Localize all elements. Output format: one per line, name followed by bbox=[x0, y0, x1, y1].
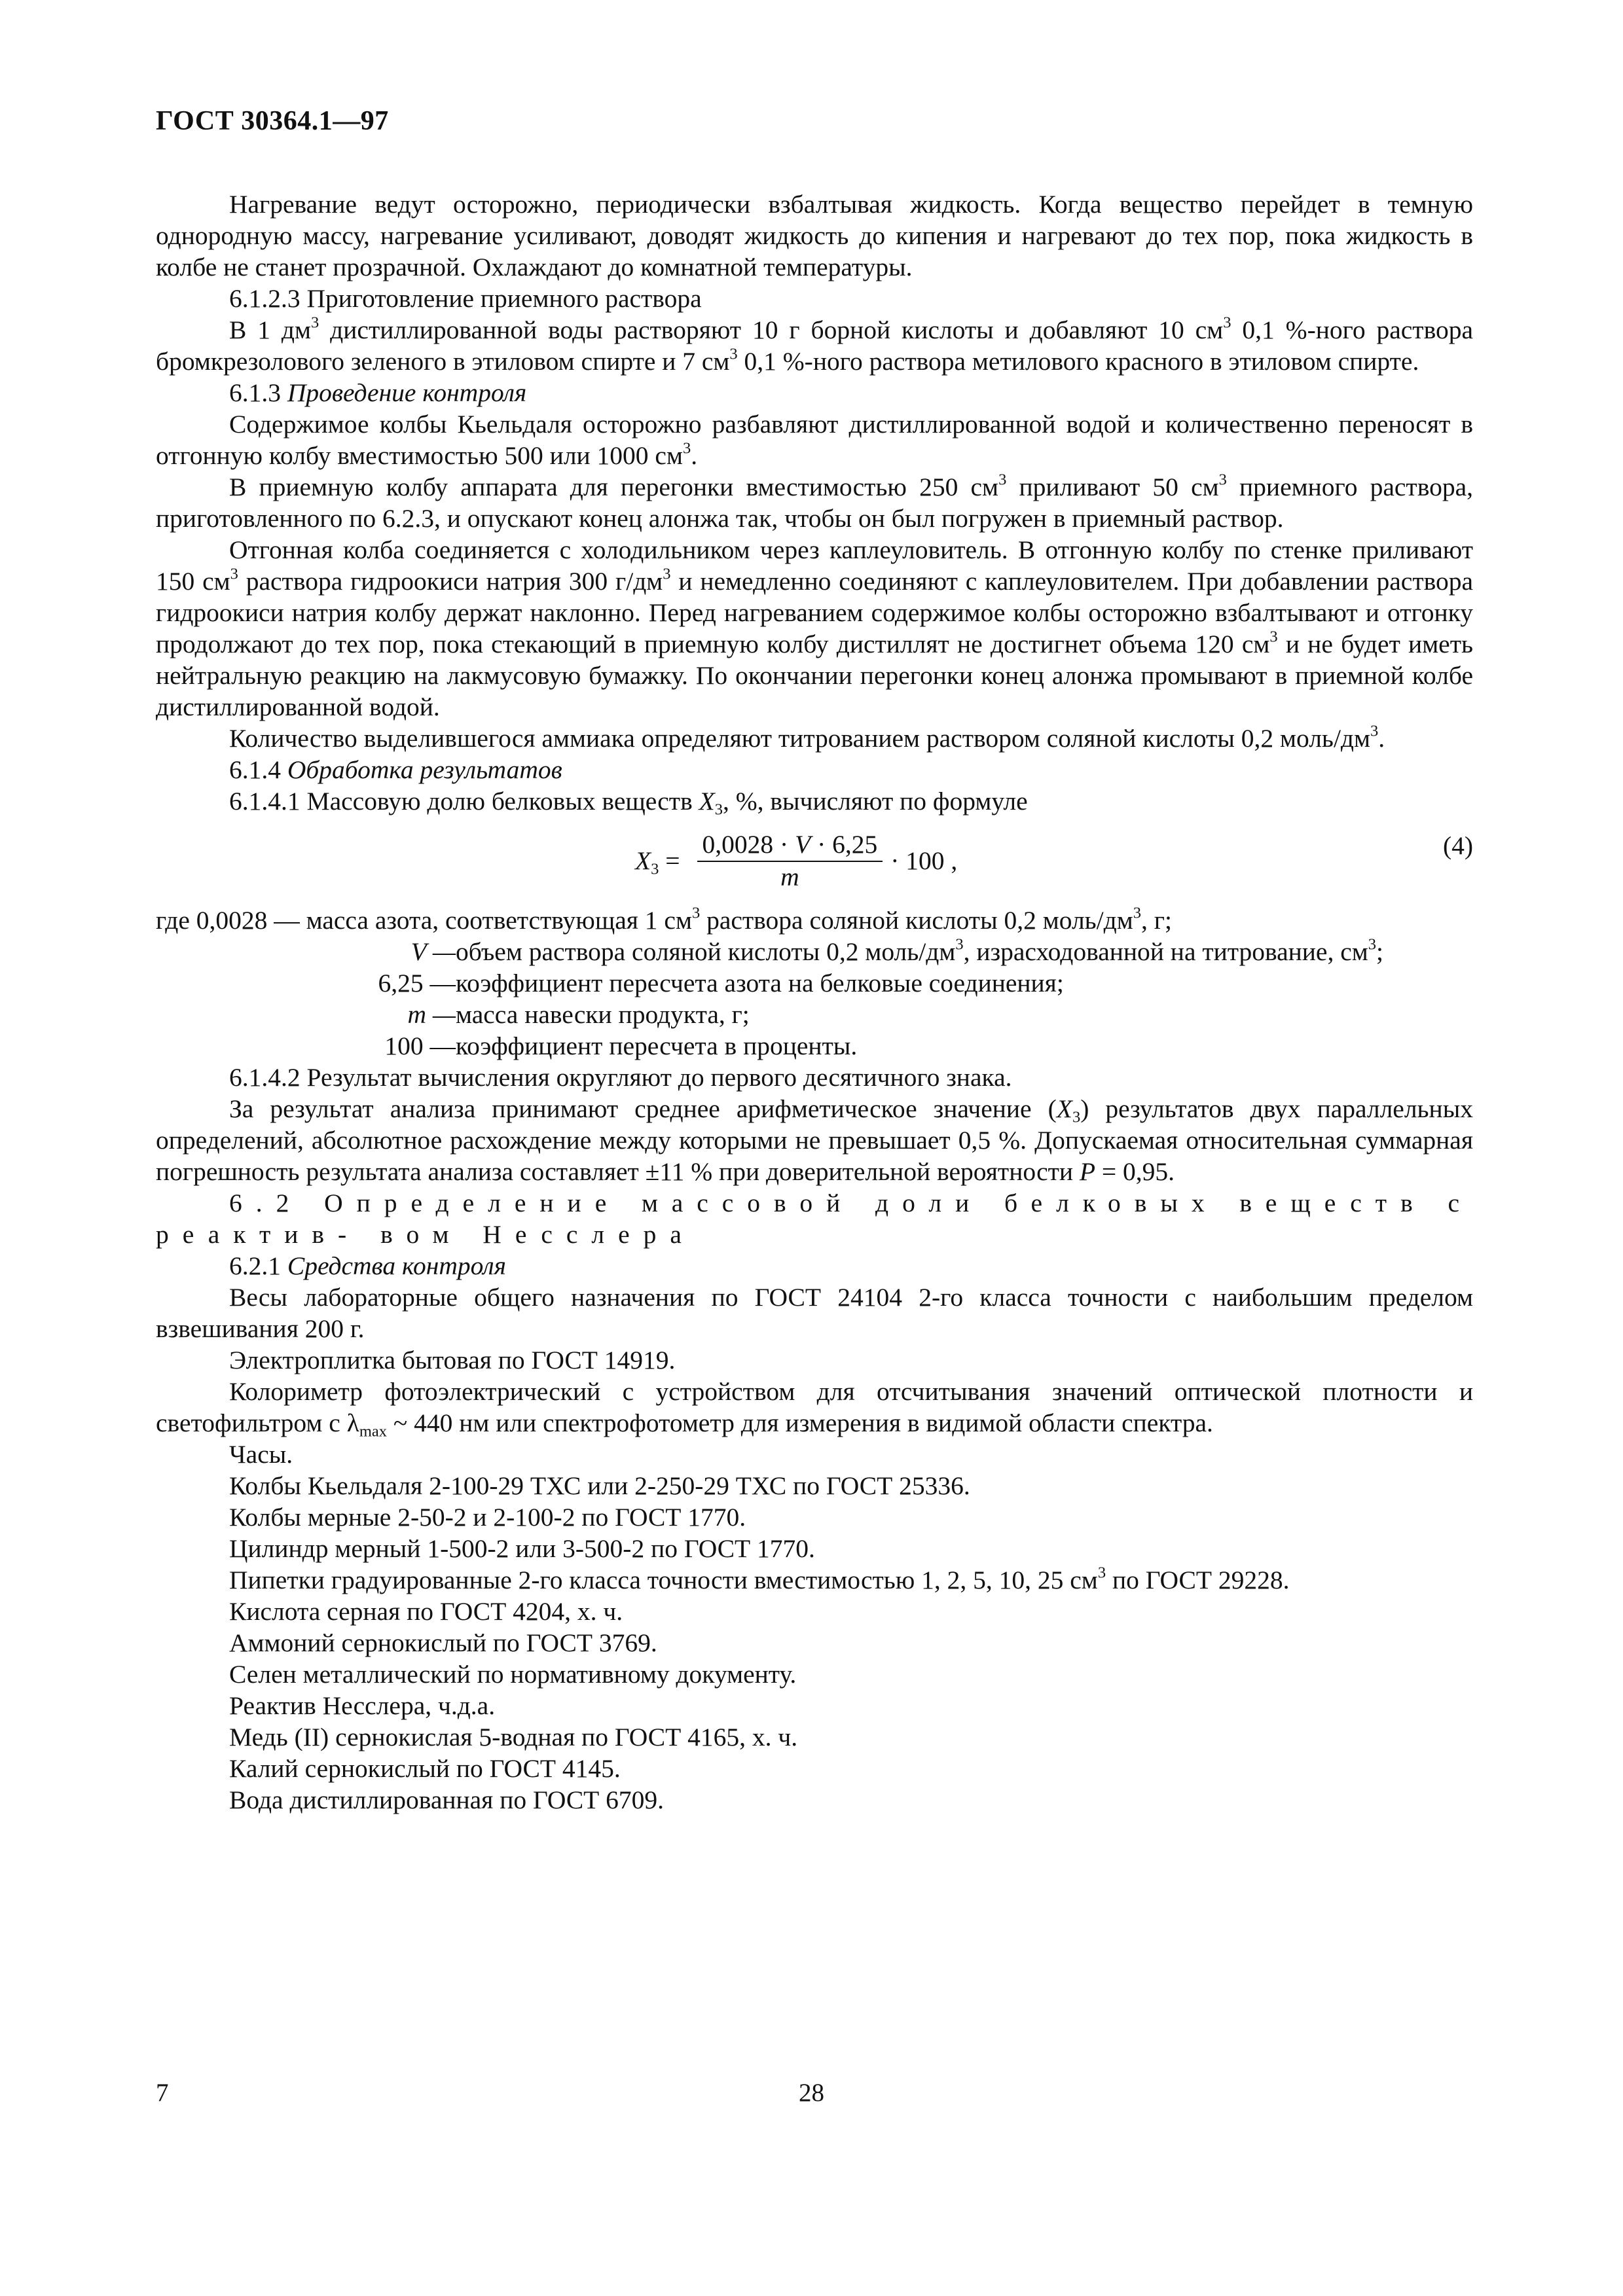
section-heading: 6.2.1 Средства контроля bbox=[229, 1251, 507, 1280]
legend-line: V — объем раствора соляной кислоты 0,2 моль/$дм^3$, израсходованной на титрование, $см^3$; bbox=[410, 935, 1383, 966]
list-item: Колбы Кьельдаля 2-100-29 ТХС или 2-250-29 ТХС по ГОСТ 25336. bbox=[229, 1471, 970, 1500]
section-heading: 6.1.4.2 Результат вычисления округляют до первого десятичного знака. bbox=[229, 1063, 1012, 1092]
list-item: Реактив Несслера, ч.д.а. bbox=[229, 1691, 496, 1720]
list-item: Медь (II) сернокислая 5-водная по ГОСТ 4165, х. ч. bbox=[229, 1723, 798, 1751]
section-heading: 6.1.4 Обработка результатов bbox=[229, 755, 562, 784]
list-item: Аммоний сернокислый по ГОСТ 3769. bbox=[229, 1628, 657, 1657]
section-heading: 6.1.2.3 Приготовление приемного раствора bbox=[229, 284, 702, 313]
paragraph: Колориметр фотоэлектрический с устройством для отсчитывания значений оптической плотности и светофильтром с $\lambda_{max}$ ~ 440 нм или спектрофотометр для измерения в видимой области спектра. bbox=[156, 1377, 1473, 1441]
equation-number: (4) bbox=[1442, 831, 1473, 860]
paragraph: Содержимое колбы Кьельдаля осторожно разбавляют дистиллированной водой и количественно переносят в отгонную колбу вместимостью 500 или 1000 $см^3$. bbox=[156, 410, 1473, 470]
paragraph: В 1 $дм^3$ дистиллированной воды растворяют 10 г борной кислоты и добавляют 10 $см^3$ 0,1 %-ного раствора бромкрезолового зеленого в этиловом спирте и 7 $см^3$ 0,1 %-ного раствора метилового красного в этиловом спирте. bbox=[156, 314, 1473, 376]
paragraph: Электроплитка бытовая по ГОСТ 14919. bbox=[229, 1346, 676, 1374]
document-body bbox=[156, 188, 1473, 1816]
paragraph: Отгонная колба соединяется с холодильником через каплеуловитель. В отгонную колбу по стенке приливают 150 $см^3$ раствора гидроокиси натрия 300 $г/дм^3$ и немедленно соединяют с каплеуловителем. При добавлении раствора гидроокиси натрия колбу держат наклонно. Перед нагреванием содержимое колбы осторожно взбалтывают и отгонку продолжают до тех пор, пока стекающий в приемную колбу дистиллят не достигнет объема 120 $см^3$ и не будет иметь нейтральную реакцию на лакмусовую бумажку. По окончании перегонки конец алонжа промывают в приемной колбе дистиллированной водой. bbox=[156, 535, 1473, 721]
paragraph: Количество выделившегося аммиака определяют титрованием раствором соляной кислоты 0,2 моль/$дм^3$. bbox=[229, 722, 1385, 753]
formula-tail: · 100 , bbox=[890, 846, 958, 875]
section-heading: 6.2 Определение массовой доли белковых веществ с реактив- вом Несслера bbox=[156, 1189, 1473, 1249]
list-item: Селен металлический по нормативному документу. bbox=[229, 1660, 797, 1689]
section-heading: 6.1.3 Проведение контроля bbox=[229, 378, 527, 407]
formula-legend bbox=[156, 905, 1473, 1062]
footer-mark: 7 bbox=[156, 2079, 169, 2107]
legend-line: m — масса навески продукта, г; bbox=[407, 1000, 750, 1029]
list-item: Калий сернокислый по ГОСТ 4145. bbox=[229, 1754, 621, 1783]
formula-numerator: 0,0028 · V · 6,25 bbox=[697, 829, 883, 862]
list-item: Пипетки градуированные 2-го класса точности вместимостью 1, 2, 5, 10, 25 $см^3$ по ГОСТ 29228. bbox=[229, 1564, 1290, 1594]
paragraph: Весы лабораторные общего назначения по ГОСТ 24104 2-го класса точности с наибольшим пределом взвешивания 200 г. bbox=[156, 1283, 1473, 1343]
paragraph: За результат анализа принимают среднее арифметическое значение $(X_3)$ результатов двух параллельных определений, абсолютное расхождение между которыми не превышает 0,5 %. Допускаемая относительная суммарная погрешность результата анализа составляет ±11 % при доверительной вероятности P = 0,95. bbox=[156, 1094, 1473, 1186]
list-item: Вода дистиллированная по ГОСТ 6709. bbox=[229, 1785, 665, 1814]
legend-line: 6,25 — коэффициент пересчета азота на белковые соединения; bbox=[378, 969, 1064, 997]
section-heading: 6.1.4.1 Массовую долю белковых веществ $X_3$, %, вычисляют по формуле bbox=[229, 787, 1028, 819]
legend-line: где 0,0028 — масса азота, соответствующая 1 $см^3$ раствора соляной кислоты 0,2 моль/$дм^3$, г; bbox=[156, 904, 1172, 935]
list-item: Цилиндр мерный 1-500-2 или 3-500-2 по ГОСТ 1770. bbox=[229, 1534, 815, 1563]
document-header: ГОСТ 30364.1—97 bbox=[156, 106, 389, 136]
paragraph: В приемную колбу аппарата для перегонки вместимостью 250 $см^3$ приливают 50 $см^3$ приемного раствора, приготовленного по 6.2.3, и опускают конец алонжа так, чтобы он был погружен в приемный раствор. bbox=[156, 471, 1473, 533]
page-number: 28 bbox=[799, 2079, 824, 2107]
document-page bbox=[156, 105, 1473, 1816]
formula-lhs: $X_3$ = bbox=[635, 846, 680, 878]
list-item: Кислота серная по ГОСТ 4204, х. ч. bbox=[229, 1597, 623, 1626]
formula-4 bbox=[156, 822, 1473, 899]
legend-line: 100 — коэффициент пересчета в проценты. bbox=[384, 1031, 858, 1060]
list-item: Колбы мерные 2-50-2 и 2-100-2 по ГОСТ 1770. bbox=[229, 1503, 746, 1532]
formula-fraction bbox=[697, 829, 883, 892]
list-item: Часы. bbox=[229, 1440, 293, 1469]
paragraph: Нагревание ведут осторожно, периодически взбалтывая жидкость. Когда вещество перейдет в темную однородную массу, нагревание усиливают, доводят жидкость до кипения и нагревают до тех пор, пока жидкость в колбе не станет прозрачной. Охлаждают до комнатной температуры. bbox=[156, 190, 1473, 281]
formula-denominator: m bbox=[780, 863, 799, 891]
